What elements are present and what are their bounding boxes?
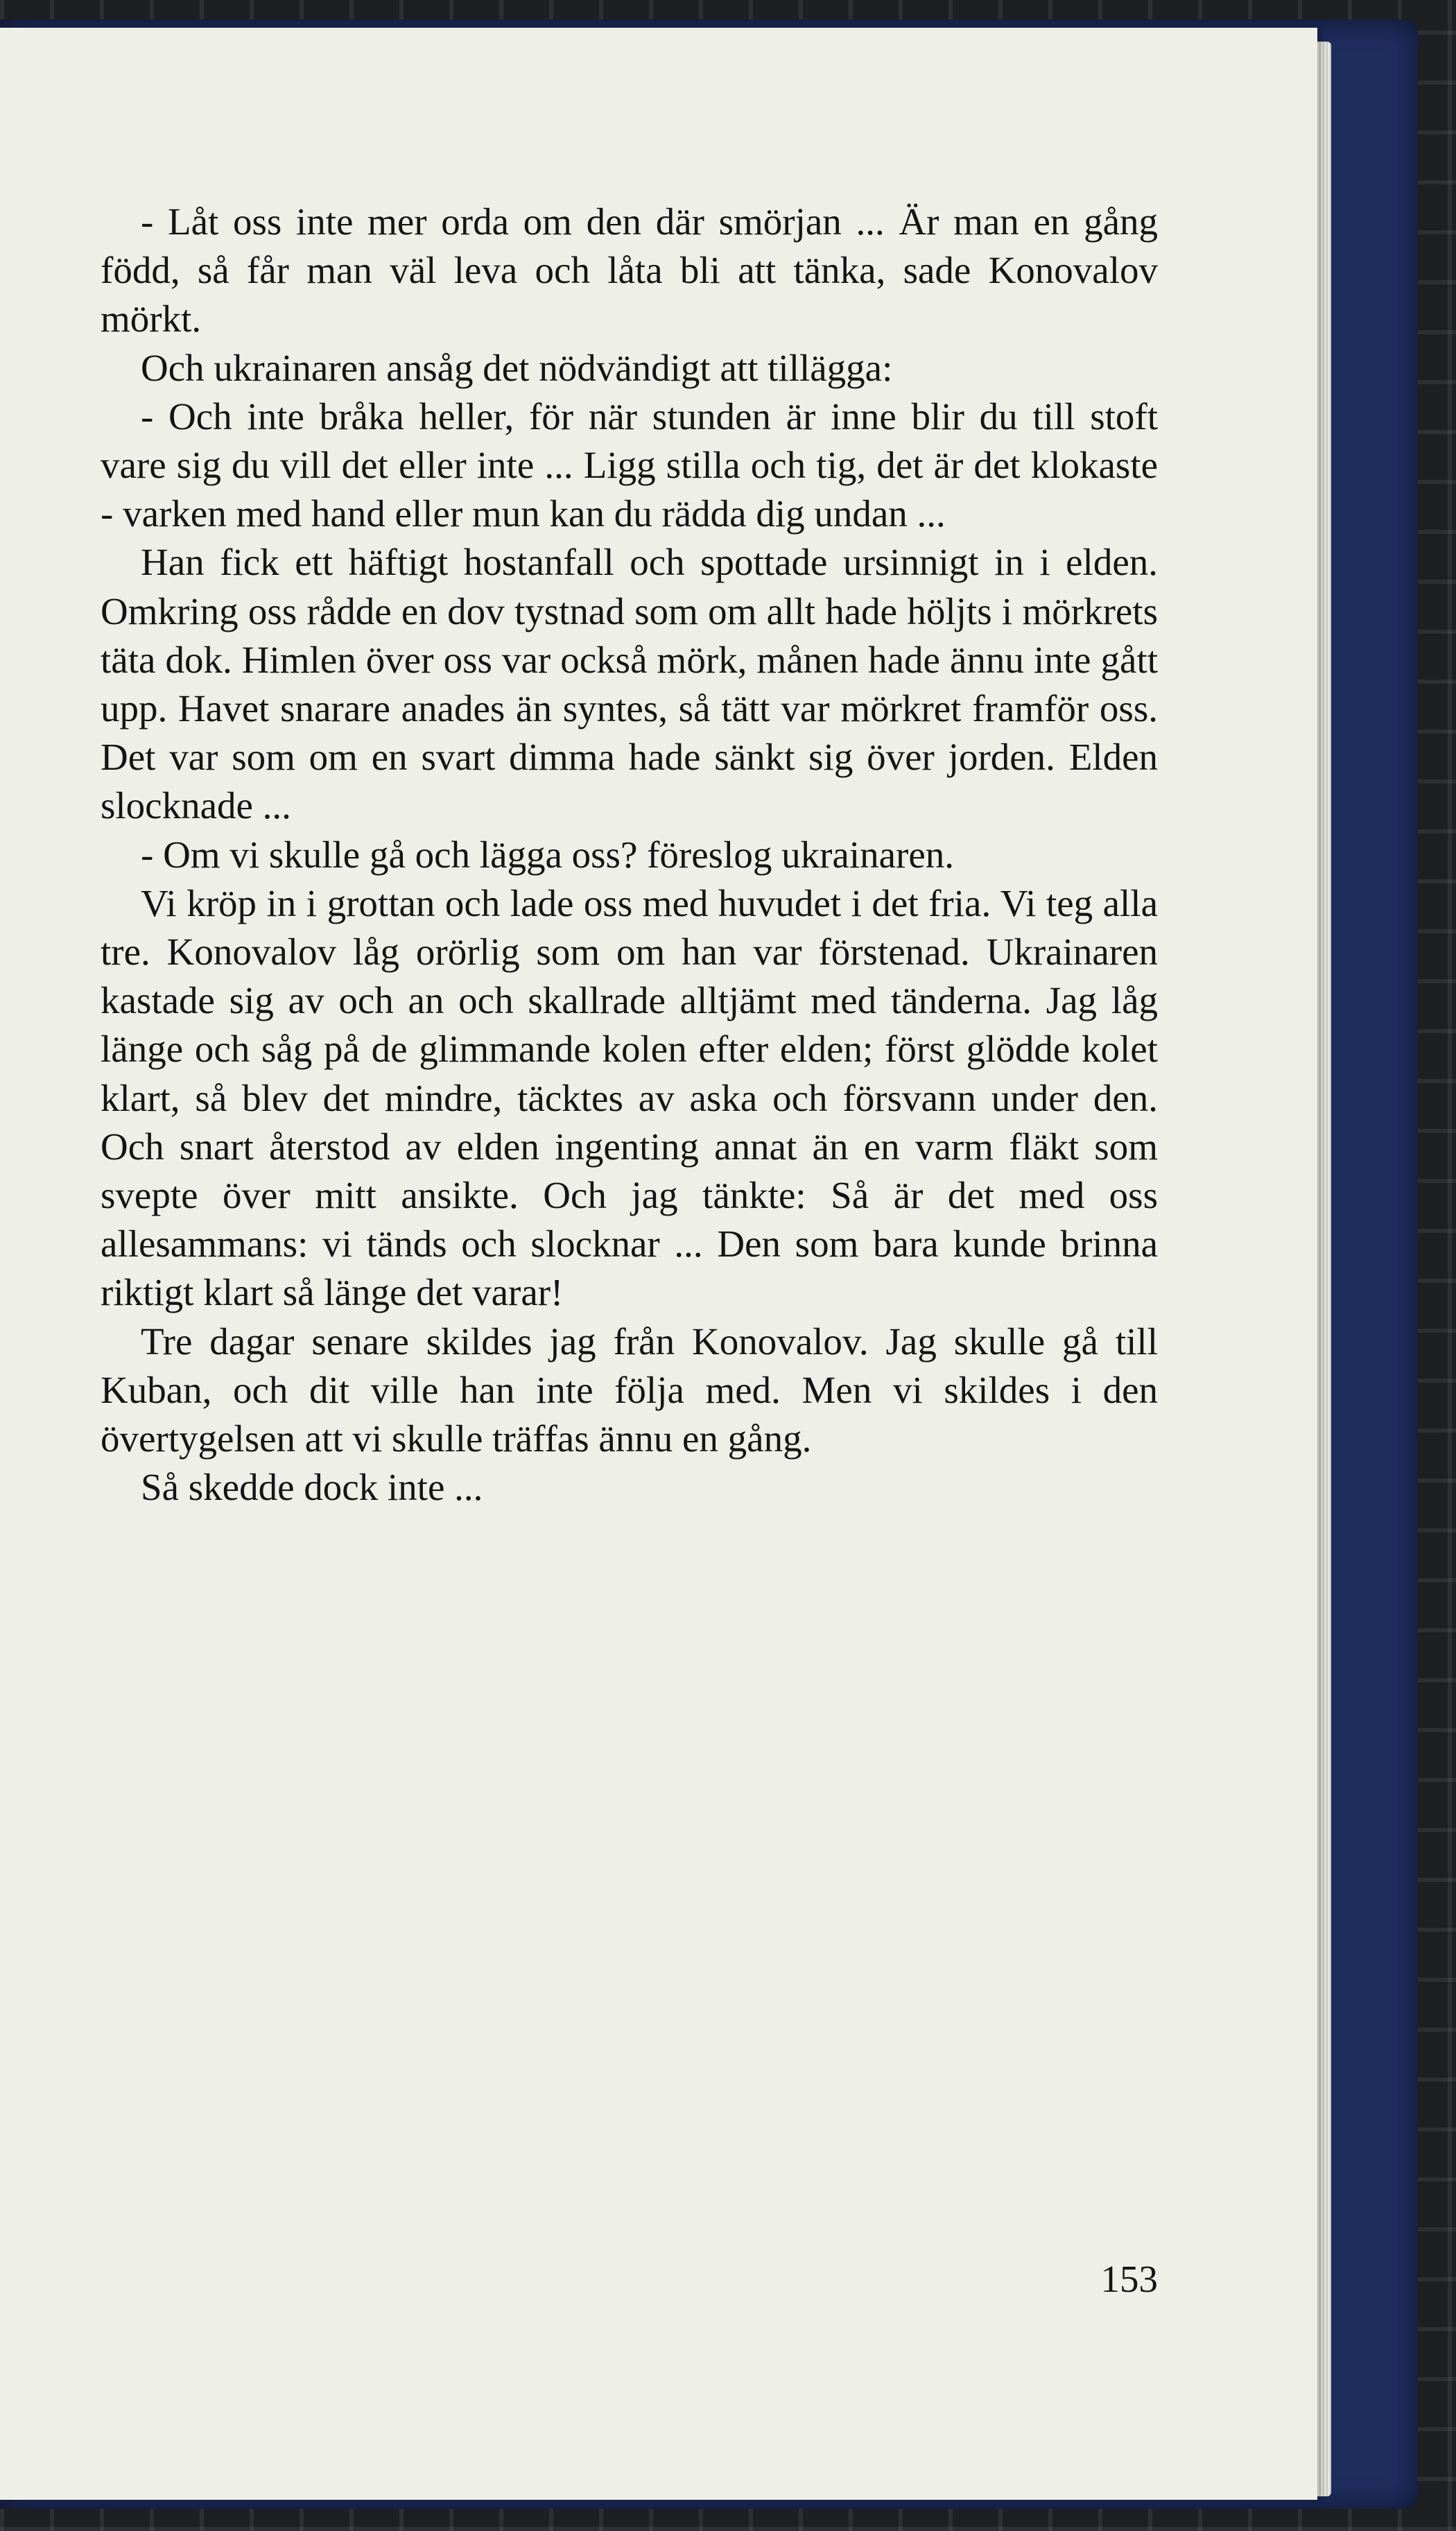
paragraph: - Om vi skulle gå och lägga oss? föreslog ukrainaren. xyxy=(141,833,954,876)
book-page xyxy=(0,28,1317,2500)
paragraph: - Låt oss inte mer orda om den där smörjan ... Är man en gång född, så får man väl leva och låta bli att tänka, sade Konovalov mörkt. xyxy=(101,200,1158,340)
page-number: 153 xyxy=(1100,2258,1158,2300)
paragraph: Vi kröp in i grottan och lade oss med huvudet i det fria. Vi teg alla tre. Konovalov låg orörlig som om han var förstenad. Ukrainaren kastade sig av och an och skallrade alltjämt med tänderna. Jag låg länge och såg på de glimmande kolen efter elden; först glödde kolet klart, så blev det mindre, täcktes av aska och försvann under den. Och snart återstod av elden ingenting annat än en varm fläkt som svepte över mitt ansikte. Och jag tänkte: Så är det med oss allesammans: vi tänds och slocknar ... Den som bara kunde brinna riktigt klart så länge det varar! xyxy=(101,881,1158,1314)
paragraph: - Och inte bråka heller, för när stunden är inne blir du till stoft vare sig du vill det eller inte ... Ligg stilla och tig, det är det klokaste - varken med hand eller mun kan du rädda dig undan ... xyxy=(101,395,1158,535)
body-text xyxy=(101,198,1158,1512)
paragraph: Tre dagar senare skildes jag från Konovalov. Jag skulle gå till Kuban, och dit ville han inte följa med. Men vi skildes i den övertygelsen att vi skulle träffas ännu en gång. xyxy=(101,1320,1158,1460)
paragraph: Han fick ett häftigt hostanfall och spottade ursinnigt in i elden. Omkring oss rådde en dov tystnad som om allt hade höljts i mörkrets täta dok. Himlen över oss var också mörk, månen hade ännu inte gått upp. Havet snarare anades än syntes, så tätt var mörkret framför oss. Det var som om en svart dimma hade sänkt sig över jorden. Elden slocknade ... xyxy=(101,541,1158,827)
paragraph: Så skedde dock inte ... xyxy=(141,1466,483,1509)
paragraph: Och ukrainaren ansåg det nödvändigt att tillägga: xyxy=(141,346,893,389)
